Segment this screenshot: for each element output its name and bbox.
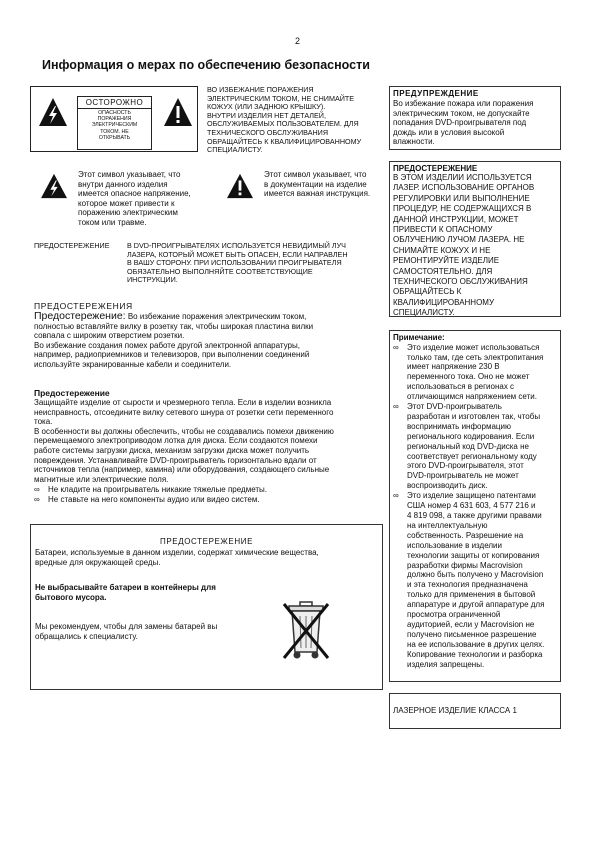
text-line: обращались к специалисту. (35, 631, 138, 641)
bullet-icon: ∞ (393, 342, 399, 352)
text-line: на интеллектуальную (407, 520, 488, 530)
text-line: электрическим током, не допускайте (393, 108, 530, 118)
text-line: В ВАШУ СТОРОНУ. ПРИ ИСПОЛЬЗОВАНИИ ПРОИГРЫВАТЕЛЯ (127, 258, 342, 268)
text-line: ОБЯЗАТЕЛЬНО ВЫПОЛНЯЙТЕ СООТВЕТСТВУЮЩИЕ (127, 266, 313, 276)
text-line: только там, где сеть электропитания (407, 352, 544, 362)
text-line: перемещаемого электроприводом лотка для диска. Если создаются помехи (34, 436, 318, 446)
text-line: Копирование технологии и разборка (407, 649, 543, 659)
text-line: ОБРАЩАЙТЕСЬ К КВАЛИФИЦИРОВАННОМУ (207, 136, 362, 146)
text-line: на ее использование в других целях. (407, 639, 545, 649)
text-line: ПРОЦЕДУР, НЕ СОДЕРЖАЩИХСЯ В (393, 204, 532, 214)
text-line: собственность. Разрешение на (407, 530, 524, 540)
lightning-warning-icon (38, 97, 68, 127)
text-line: просмотра ограниченной (407, 610, 501, 620)
text-line: ТЕХНИЧЕСКОГО ОБСЛУЖИВАНИЯ (393, 277, 528, 287)
text-line: воспроизводить диск. (407, 481, 488, 491)
text-line: САМОСТОЯТЕЛЬНО. ДЛЯ (393, 266, 493, 276)
text-line: ПРИВЕСТИ К ОПАСНОМУ (393, 225, 493, 235)
caution-section-text (34, 398, 389, 505)
text-line: например, радиоприемников и телевизоров, при выполнении соединений (34, 350, 310, 360)
text-line: Не выбрасывайте батареи в контейнеры для (35, 583, 216, 593)
text-line: только для применения в бытовой (407, 590, 536, 600)
text-line: В особенности вы должны обеспечить, чтобы не создавались помехи движению (34, 426, 334, 436)
text-line: работе системы загрузки диска, механизм загрузки диска может получить (34, 445, 310, 455)
exclamation-symbol-icon (226, 173, 254, 199)
text-line: внутри данного изделия (78, 179, 168, 189)
laser-box-heading: ПРЕДОСТЕРЕЖЕНИЕ (393, 164, 478, 173)
text-line: поражению электрическим (78, 208, 178, 218)
list-item-text: Не кладите на проигрыватель никакие тяжелые предметы. (48, 485, 268, 495)
text-line: бытового мусора. (35, 592, 107, 602)
text-line: ОБРАЩАЙТЕСЬ К (393, 287, 462, 297)
text-line: используйте экранированные кабели и соединители. (34, 359, 232, 369)
battery-heading: ПРЕДОСТЕРЕЖЕНИЕ (159, 537, 254, 546)
text-line: ВНУТРИ ИЗДЕЛИЯ НЕТ ДЕТАЛЕЙ, (207, 110, 326, 120)
text-line: СПЕЦИАЛИСТУ. (207, 145, 263, 155)
text-line: в документации на изделие (264, 179, 367, 189)
text-line: соответствует региональному коду (407, 451, 537, 461)
text-line: Защищайте изделие от сырости и чрезмерного тепла. Если в изделии возникла (34, 398, 332, 407)
list-item (34, 495, 389, 505)
text-line: попадания DVD-проигрывателя под (393, 118, 527, 128)
text-line: ЛАЗЕРА, КОТОРЫЙ МОЖЕТ БЫТЬ ОПАСЕН, ЕСЛИ НАПРАВЛЕН (127, 249, 348, 259)
text-line: аппаратуре и другой аппаратуре для (407, 600, 545, 610)
text-line: ДАННОЙ ИНСТРУКЦИИ, МОЖЕТ (393, 214, 519, 224)
page-number: 2 (294, 36, 300, 46)
text-line: ВО ИЗБЕЖАНИЕ ПОРАЖЕНИЯ (207, 85, 314, 94)
text-line: ОБЛУЧЕНИЮ ЛУЧОМ ЛАЗЕРА. НЕ (393, 235, 525, 245)
bullet-icon: ∞ (393, 402, 399, 412)
note-heading: Примечание: (393, 333, 445, 342)
text-line: током или травме. (78, 217, 147, 227)
laser-caution-box (389, 161, 561, 317)
precautions-text (34, 312, 384, 370)
caution-label-line: ЭЛЕКТРИЧЕСКИМ (91, 122, 138, 129)
caution-label-line: ПОРАЖЕНИЯ (97, 116, 132, 123)
caution-label-line: ТОКОМ. НЕ (100, 128, 129, 135)
list-item-text: Не ставьте на него компоненты аудио или видео систем. (48, 494, 260, 504)
text-line: КОЖУХ (ИЛИ ЗАДНЮЮ КРЫШКУ). (207, 102, 326, 112)
text-line: аудиторией, если у Macrovision не (407, 619, 535, 629)
laser-warning-label: ПРЕДОСТЕРЕЖЕНИЕ (34, 241, 110, 250)
caution-label-line: ОПАСНОСТЬ (98, 110, 131, 116)
lightning-symbol-text (78, 170, 218, 228)
text-line: США номер 4 631 603, 4 577 216 и (407, 501, 536, 511)
text-line: 4 819 098, а также другими правами (407, 511, 542, 520)
text-line: отличающимся напряжением сети. (407, 392, 537, 402)
text-line: Этот символ указывает, что (78, 170, 181, 179)
text-line: должно быть получено у Macrovision (407, 570, 544, 580)
text-line: вредные для окружающей среды. (35, 557, 161, 567)
text-line: совпала с широким отверстием розетки. (34, 331, 185, 341)
text-line: КВАЛИФИЦИРОВАННОМУ (393, 297, 495, 307)
text-line: Во избежание создания помех работе другой электронной аппаратуры, (34, 340, 300, 350)
precautions-lead: Предостережение: (34, 310, 126, 322)
text-line: неисправность, отсоедините вилку сетевого шнура от розетки сети переменного (34, 407, 334, 417)
text-line: которое может привести к (78, 198, 175, 208)
text-line: В DVD-ПРОИГРЫВАТЕЛЯХ ИСПОЛЬЗУЕТСЯ НЕВИДИМЫЙ ЛУЧ (127, 241, 346, 250)
text-line: имеется важная инструкция. (264, 189, 371, 199)
list-item (393, 491, 557, 669)
text-line: имеет напряжение 230 В (407, 362, 500, 372)
bullet-icon: ∞ (34, 485, 40, 495)
text-line: ЭЛЕКТРИЧЕСКИМ ТОКОМ, НЕ СНИМАЙТЕ (207, 93, 355, 103)
text-line: регионального кодирования. Если (407, 431, 535, 441)
text-line: этого DVD-проигрывателя, этот (407, 461, 524, 471)
text-line: влажности. (393, 137, 435, 147)
text-line: СНИМАЙТЕ КОЖУХ И НЕ (393, 245, 491, 255)
warning-box (389, 86, 561, 150)
precautions-heading: ПРЕДОСТЕРЕЖЕНИЯ (34, 301, 133, 311)
text-line: имеется опасное напряжение, (78, 189, 191, 199)
text-line: Это изделие защищено патентами (407, 491, 536, 501)
bullet-icon: ∞ (34, 494, 40, 504)
text-line: и эта технология предназначена (407, 580, 528, 590)
text-line: ИНСТРУКЦИИ. (127, 275, 178, 285)
laser-class-text: ЛАЗЕРНОЕ ИЗДЕЛИЕ КЛАССА 1 (393, 706, 517, 715)
text-line: Этот символ указывает, что (264, 170, 367, 179)
text-line: РЕМОНТИРУЙТЕ ИЗДЕЛИЕ (393, 256, 500, 266)
text-line: использование в изделии (407, 540, 502, 550)
text-line: В ЭТОМ ИЗДЕЛИИ ИСПОЛЬЗУЕТСЯ (393, 173, 532, 182)
caution-heading: Предостережение (34, 388, 110, 398)
text-line: переменного тока. Оно не может (407, 372, 530, 382)
text-line: ЛАЗЕР. ИСПОЛЬЗОВАНИЕ ОРГАНОВ (393, 183, 535, 193)
text-line: магнитные или электрические поля. (34, 474, 169, 484)
text-line: РЕГУЛИРОВКИ ИЛИ ВЫПОЛНЕНИЕ (393, 193, 530, 203)
text-line: дождь или в условия высокой (393, 127, 505, 137)
text-line: Мы рекомендуем, чтобы для замены батарей вы (35, 622, 218, 632)
note-box (389, 330, 561, 682)
text-line: Этот DVD-проигрыватель (407, 402, 502, 412)
battery-intro (31, 548, 382, 567)
text-line: Во избежание пожара или поражения (393, 99, 534, 108)
list-item (393, 402, 557, 491)
text-line: использоваться в регионах с (407, 382, 515, 392)
warning-heading: ПРЕДУПРЕЖДЕНИЕ (393, 89, 479, 98)
lightning-symbol-icon (40, 173, 68, 199)
text-line: воспринимать информацию (407, 421, 511, 431)
text-line: ТЕХНИЧЕСКОГО ОБСЛУЖИВАНИЯ (207, 127, 329, 137)
text-line: тока. (34, 417, 53, 427)
caution-label (77, 96, 152, 150)
bullet-icon: ∞ (393, 491, 399, 501)
crossed-bin-icon (280, 600, 332, 662)
exclamation-symbol-text (264, 170, 389, 199)
text-line: источников тепла (например, камина) или оборудования, создающего сильные (34, 465, 330, 475)
caution-text (207, 86, 382, 155)
text-line: полностью вставляйте вилку в розетку так, чтобы широкая пластина вилки (34, 321, 314, 331)
exclamation-warning-icon (163, 97, 193, 127)
text-line: Во избежание поражения электрическим током, (125, 312, 307, 321)
text-line: Батареи, используемые в данном изделии, содержат химические вещества, (35, 548, 319, 557)
laser-warning-text (127, 242, 392, 285)
text-line: разработан и изготовлен так, чтобы (407, 411, 541, 421)
text-line: разработки фирмы Macrovision (407, 560, 523, 570)
text-line: Это изделие может использоваться (407, 342, 540, 352)
text-line: DVD-проигрыватель не может (407, 471, 519, 481)
list-item (393, 343, 557, 402)
text-line: ОБСЛУЖИВАЕМЫХ ПОЛЬЗОВАТЕЛЕМ. ДЛЯ (207, 119, 359, 129)
text-line: получено письменное разрешение (407, 629, 537, 639)
caution-label-line: ОТКРЫВАТЬ (98, 134, 131, 141)
text-line: изделия запрещены. (407, 659, 485, 669)
text-line: технологии защиты от копирования (407, 550, 540, 560)
caution-label-heading: ОСТОРОЖНО (78, 97, 151, 109)
text-line: региональный код DVD-диска не (407, 441, 529, 451)
page-title: Информация о мерах по обеспечению безопасности (42, 58, 370, 72)
text-line: повреждения. Устанавливайте DVD-проигрыватель горизонтально вдали от (34, 455, 317, 465)
laser-class-label (389, 693, 561, 729)
text-line: СПЕЦИАЛИСТУ. (393, 308, 455, 318)
list-item (34, 485, 389, 495)
